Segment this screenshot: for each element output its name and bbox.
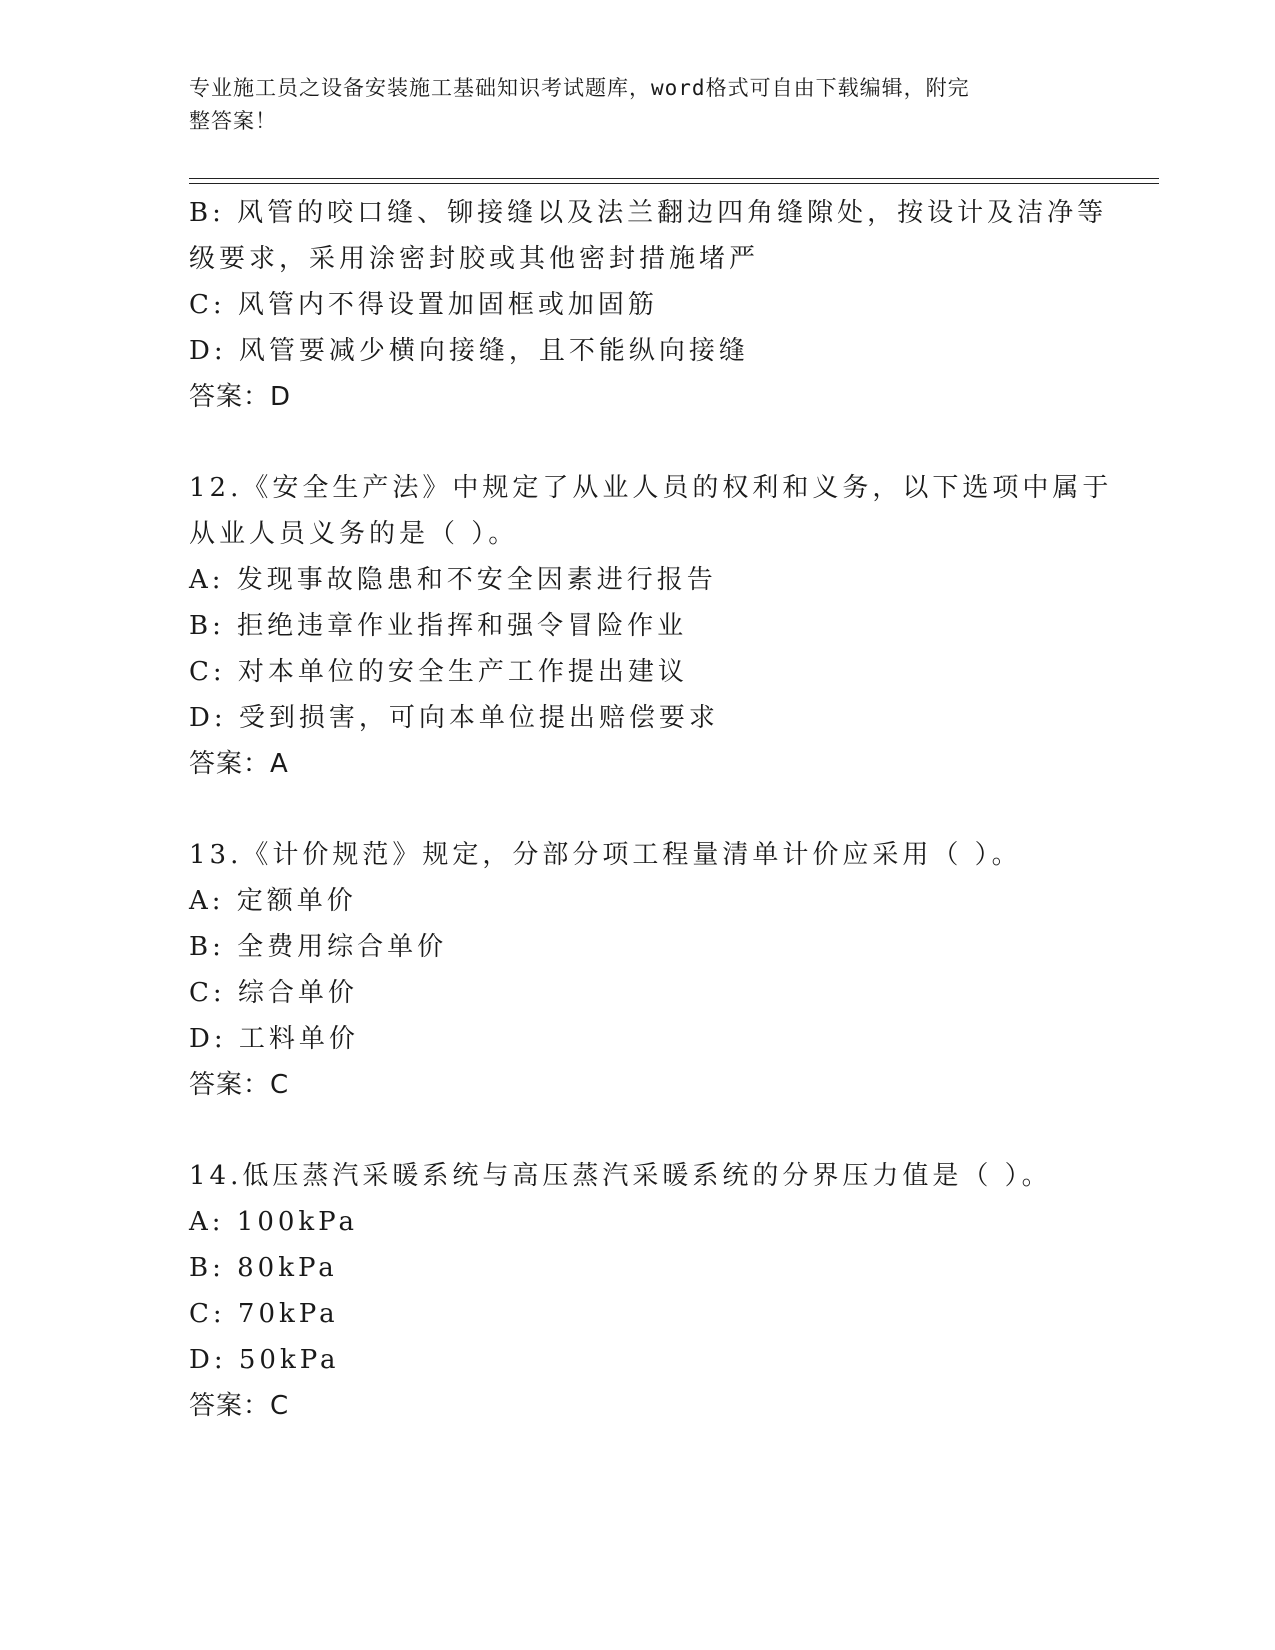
question-13 [189,832,1109,1108]
option-d: D: 受到损害，可向本单位提出赔偿要求 [189,703,719,733]
question-14 [189,1153,1109,1429]
option-d: D: 工料单价 [189,1024,359,1054]
option-d: D: 50kPa [189,1345,340,1375]
option-b-line-1: B: 风管的咬口缝、铆接缝以及法兰翻边四角缝隙处，按设计及洁净等 [189,198,1108,228]
question-stem-line-2: 从业人员义务的是（ ）。 [189,519,519,549]
header-divider-top [189,178,1159,179]
question-list [189,190,1113,1429]
answer: 答案：A [189,749,289,779]
question-stem: 13.《计价规范》规定，分部分项工程量清单计价应采用（ ）。 [189,840,1022,870]
answer: 答案：C [189,1070,290,1100]
option-d: D: 风管要减少横向接缝，且不能纵向接缝 [189,336,749,366]
document-header [189,72,1089,138]
option-c: C: 风管内不得设置加固框或加固筋 [189,290,658,320]
option-b-line-2: 级要求，采用涂密封胶或其他密封措施堵严 [189,244,760,274]
header-divider-bottom [189,183,1159,184]
option-b: B: 全费用综合单价 [189,932,448,962]
option-a: A: 定额单价 [189,886,357,916]
answer: 答案：D [189,382,292,412]
option-c: C: 综合单价 [189,978,358,1008]
answer: 答案：C [189,1391,290,1421]
question-stem: 14.低压蒸汽采暖系统与高压蒸汽采暖系统的分界压力值是（ ）。 [189,1161,1052,1191]
header-line-1: 专业施工员之设备安装施工基础知识考试题库，word格式可自由下载编辑，附完 [189,76,970,100]
option-a: A: 100kPa [189,1207,359,1237]
option-b: B: 拒绝违章作业指挥和强令冒险作业 [189,611,688,641]
question-11-continued [189,190,1109,420]
option-c: C: 70kPa [189,1299,339,1329]
question-12 [189,465,1113,787]
header-line-2: 整答案！ [189,109,277,133]
question-stem-line-1: 12.《安全生产法》中规定了从业人员的权利和义务，以下选项中属于 [189,473,1113,503]
option-b: B: 80kPa [189,1253,338,1283]
option-a: A: 发现事故隐患和不安全因素进行报告 [189,565,717,595]
option-c: C: 对本单位的安全生产工作提出建议 [189,657,688,687]
